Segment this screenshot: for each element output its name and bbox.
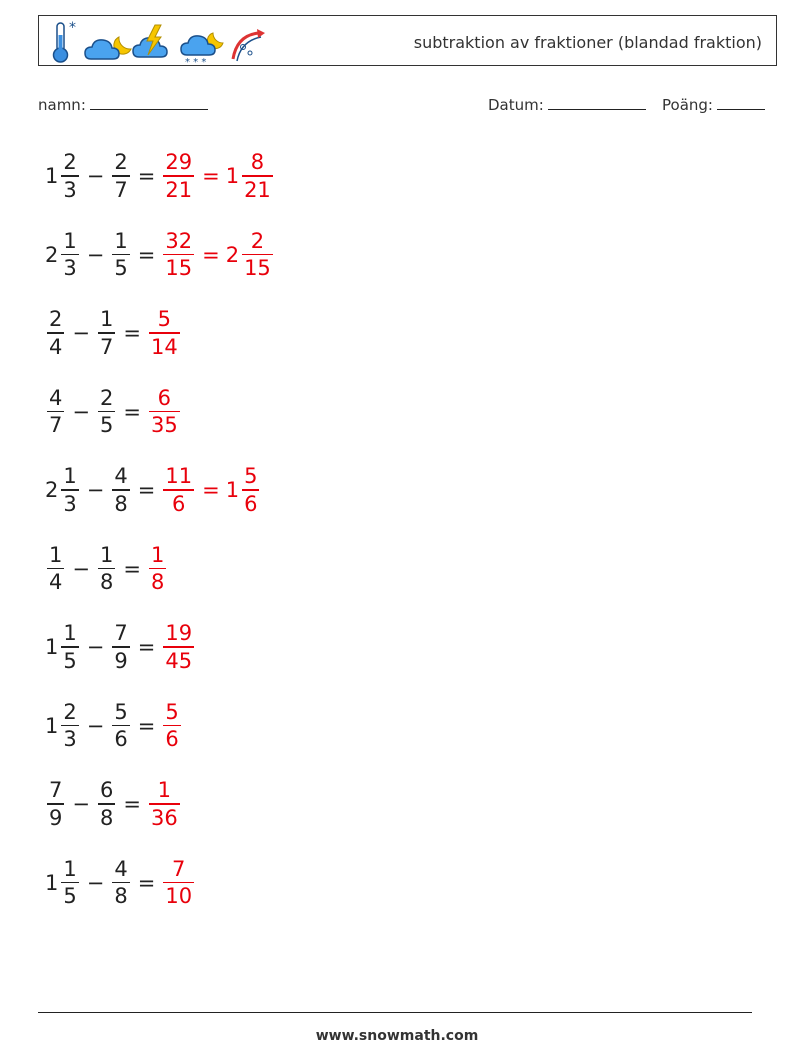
equals-sign: = [123, 399, 141, 424]
answer-improper-numerator: 19 [165, 621, 193, 646]
subtrahend-denominator: 9 [114, 648, 128, 673]
subtrahend-numerator: 6 [99, 778, 114, 803]
answer-improper [147, 777, 182, 831]
equals-sign: = [137, 870, 156, 895]
problem-row [45, 853, 196, 913]
answer-improper [161, 620, 196, 674]
subtrahend [96, 385, 117, 439]
subtrahend-denominator: 6 [114, 727, 128, 752]
cloud-lightning-icon [133, 25, 167, 57]
minuend-denominator: 3 [63, 256, 77, 281]
date-field[interactable] [488, 95, 646, 114]
minuend-whole: 2 [45, 242, 59, 267]
minuend-fraction [61, 699, 78, 753]
cloud-snow-icon [181, 33, 223, 65]
footer-divider [38, 1012, 752, 1013]
answer-improper-fraction [149, 542, 166, 596]
answer [161, 149, 274, 203]
answer-improper-denominator: 36 [150, 805, 178, 830]
name-field[interactable] [38, 95, 208, 114]
minuend [45, 228, 81, 282]
answer-mixed-fraction [242, 149, 273, 203]
subtrahend-denominator: 7 [99, 334, 114, 359]
subtrahend-fraction [112, 856, 129, 910]
thermometer-snow-icon [54, 20, 77, 62]
answer-improper-denominator: 8 [150, 570, 165, 595]
subtrahend [96, 542, 117, 596]
minuend-fraction [47, 542, 64, 596]
minuend-numerator: 4 [49, 385, 63, 410]
minus-sign: − [72, 399, 90, 424]
subtrahend-fraction [98, 385, 115, 439]
answer [161, 228, 274, 282]
answer [161, 620, 196, 674]
problem-row [45, 774, 182, 834]
answer [161, 856, 196, 910]
minus-sign: − [86, 242, 105, 267]
answer-equals-sign: = [202, 164, 220, 188]
minuend-denominator: 3 [63, 727, 77, 752]
answer-improper-denominator: 10 [165, 884, 193, 909]
subtrahend [110, 699, 131, 753]
minuend [45, 149, 81, 203]
minuend-numerator: 1 [49, 542, 63, 567]
minuend-whole: 2 [45, 478, 59, 502]
minuend [45, 856, 81, 910]
minuend [45, 620, 81, 674]
subtrahend [110, 149, 131, 203]
subtrahend-denominator: 5 [99, 413, 114, 438]
answer-improper-fraction [163, 699, 180, 753]
answer-improper-numerator: 11 [165, 464, 193, 489]
minus-sign: − [86, 635, 105, 659]
equals-sign: = [123, 321, 141, 345]
answer-improper-numerator: 5 [165, 699, 179, 724]
equals-sign: = [137, 635, 156, 659]
minus-sign: − [86, 870, 105, 895]
minus-sign: − [86, 713, 105, 738]
subtrahend-numerator: 1 [99, 542, 114, 567]
minuend-numerator: 2 [63, 699, 77, 724]
problem-row [45, 225, 275, 285]
answer-improper [147, 385, 182, 439]
problem-row [45, 382, 182, 442]
answer-improper [161, 228, 196, 282]
answer-improper-fraction [149, 306, 180, 360]
answer-mixed [226, 149, 275, 203]
answer-improper-numerator: 6 [157, 385, 172, 410]
subtrahend-numerator: 2 [99, 385, 114, 410]
answer [147, 542, 168, 596]
subtrahend-denominator: 8 [99, 570, 114, 595]
subtrahend-numerator: 1 [114, 228, 128, 253]
answer-mixed-numerator: 2 [250, 228, 265, 253]
minuend [45, 542, 66, 596]
answer-improper-fraction [149, 777, 180, 831]
answer-mixed-numerator: 5 [244, 464, 258, 489]
minuend-numerator: 2 [49, 307, 63, 332]
answer-improper [161, 856, 196, 910]
subtrahend-fraction [112, 699, 129, 753]
answer-equals-sign: = [202, 242, 220, 267]
equals-sign: = [137, 164, 156, 188]
equals-sign: = [137, 478, 156, 502]
minuend-denominator: 9 [49, 805, 63, 830]
minuend-fraction [47, 385, 64, 439]
minuend-whole: 1 [45, 635, 59, 659]
minuend-fraction [61, 149, 78, 203]
answer-mixed-whole: 1 [225, 164, 240, 188]
subtrahend-fraction [98, 306, 115, 360]
answer [147, 385, 182, 439]
answer-improper [161, 699, 182, 753]
answer-improper-fraction [163, 149, 194, 203]
answer-improper [147, 306, 182, 360]
score-label: Poäng: [662, 96, 713, 114]
equals-sign: = [137, 242, 156, 267]
score-field[interactable] [662, 95, 765, 114]
name-blank[interactable] [90, 95, 208, 110]
svg-text:* * *: * * * [185, 57, 207, 65]
subtrahend [96, 777, 117, 831]
minuend-fraction [47, 306, 64, 360]
problem-row [45, 303, 182, 363]
subtrahend-fraction [112, 463, 129, 517]
answer-improper-numerator: 5 [157, 307, 172, 332]
weather-icons [47, 19, 277, 65]
minuend-denominator: 3 [63, 177, 77, 202]
answer-equals-sign: = [202, 478, 220, 502]
problem-row [45, 539, 168, 599]
answer-mixed-numerator: 8 [250, 150, 265, 175]
minuend-whole: 1 [45, 164, 59, 188]
subtrahend-denominator: 5 [114, 256, 128, 281]
equals-sign: = [123, 792, 141, 816]
header-box [38, 15, 777, 66]
equals-sign: = [123, 556, 141, 581]
minuend [45, 463, 81, 517]
name-label: namn: [38, 96, 86, 114]
minuend-fraction [61, 463, 78, 517]
problem-row [45, 696, 183, 756]
minuend [45, 699, 81, 753]
answer-improper-numerator: 1 [157, 778, 172, 803]
date-label: Datum: [488, 96, 544, 114]
minuend-fraction [61, 228, 78, 282]
answer-improper-numerator: 1 [150, 542, 165, 567]
answer-improper-denominator: 21 [165, 177, 193, 202]
svg-text:*: * [69, 20, 76, 36]
answer-improper-numerator: 29 [165, 150, 193, 175]
minuend-denominator: 5 [63, 648, 77, 673]
answer-mixed-denominator: 21 [244, 177, 271, 202]
answer-improper-fraction [163, 620, 194, 674]
answer-improper-numerator: 32 [165, 228, 193, 253]
minuend-denominator: 7 [49, 413, 63, 438]
subtrahend-numerator: 5 [114, 699, 128, 724]
answer-improper-fraction [149, 385, 180, 439]
problem-row [45, 460, 261, 520]
minuend-numerator: 1 [63, 856, 77, 881]
answer [147, 777, 182, 831]
minuend-denominator: 3 [63, 491, 77, 516]
answer [147, 306, 182, 360]
subtrahend [110, 463, 131, 517]
minus-sign: − [72, 321, 90, 345]
footer-url: www.snowmath.com [315, 1028, 479, 1044]
score-blank[interactable] [717, 95, 765, 110]
subtrahend-fraction [112, 620, 129, 674]
answer-improper [147, 542, 168, 596]
minuend-fraction [61, 620, 78, 674]
answer-mixed-fraction [242, 463, 259, 517]
minus-sign: − [72, 792, 90, 816]
subtrahend [96, 306, 117, 360]
answer-improper-denominator: 45 [165, 648, 193, 673]
answer-mixed-whole: 2 [225, 242, 240, 267]
minuend-numerator: 1 [63, 621, 77, 646]
minuend [45, 306, 66, 360]
subtrahend-numerator: 7 [114, 621, 128, 646]
answer-improper-denominator: 14 [150, 334, 178, 359]
minuend-numerator: 2 [63, 150, 77, 175]
answer-improper-numerator: 7 [172, 856, 186, 881]
problem-row [45, 146, 275, 206]
minuend-fraction [61, 856, 78, 910]
answer [161, 699, 182, 753]
answer-mixed-whole: 1 [225, 478, 240, 502]
equals-sign: = [137, 713, 156, 738]
problem-row [45, 617, 196, 677]
date-blank[interactable] [548, 95, 646, 110]
subtrahend-numerator: 1 [99, 307, 114, 332]
answer-improper-fraction [163, 856, 194, 910]
answer-mixed-fraction [242, 228, 273, 282]
answer-improper [161, 149, 196, 203]
cloud-moon-icon [85, 37, 131, 59]
subtrahend-denominator: 8 [114, 884, 128, 909]
answer-improper-denominator: 15 [165, 256, 193, 281]
subtrahend-denominator: 7 [114, 177, 128, 202]
minuend-denominator: 4 [49, 334, 63, 359]
subtrahend [110, 228, 131, 282]
wind-icon [233, 29, 265, 61]
minuend [45, 385, 66, 439]
subtrahend [110, 620, 131, 674]
answer-improper-denominator: 6 [165, 727, 179, 752]
subtrahend-denominator: 8 [114, 491, 128, 516]
minus-sign: − [72, 556, 90, 581]
minuend-whole: 1 [45, 713, 59, 738]
answer-improper-fraction [163, 228, 194, 282]
minuend-whole: 1 [45, 870, 59, 895]
minuend-fraction [47, 777, 64, 831]
answer-improper [161, 463, 196, 517]
minuend-numerator: 7 [49, 778, 63, 803]
answer-mixed [226, 228, 275, 282]
minus-sign: − [86, 164, 105, 188]
answer-mixed [226, 463, 262, 517]
minus-sign: − [86, 478, 105, 502]
minuend [45, 777, 66, 831]
minuend-numerator: 1 [63, 228, 77, 253]
answer-improper-denominator: 35 [150, 413, 178, 438]
answer-improper-fraction [163, 463, 194, 517]
subtrahend-fraction [98, 777, 115, 831]
sheet-title: subtraktion av fraktioner (blandad fraktion) [413, 33, 762, 52]
subtrahend-fraction [98, 542, 115, 596]
subtrahend [110, 856, 131, 910]
subtrahend-fraction [112, 149, 129, 203]
subtrahend-numerator: 4 [114, 856, 128, 881]
subtrahend-fraction [112, 228, 129, 282]
subtrahend-numerator: 2 [114, 150, 128, 175]
answer-mixed-denominator: 6 [244, 491, 258, 516]
answer-improper-denominator: 6 [172, 491, 186, 516]
answer-mixed-denominator: 15 [244, 256, 271, 281]
minuend-denominator: 5 [63, 884, 77, 909]
minuend-denominator: 4 [49, 570, 63, 595]
subtrahend-denominator: 8 [99, 805, 114, 830]
answer [161, 463, 261, 517]
subtrahend-numerator: 4 [114, 464, 128, 489]
minuend-numerator: 1 [63, 464, 77, 489]
